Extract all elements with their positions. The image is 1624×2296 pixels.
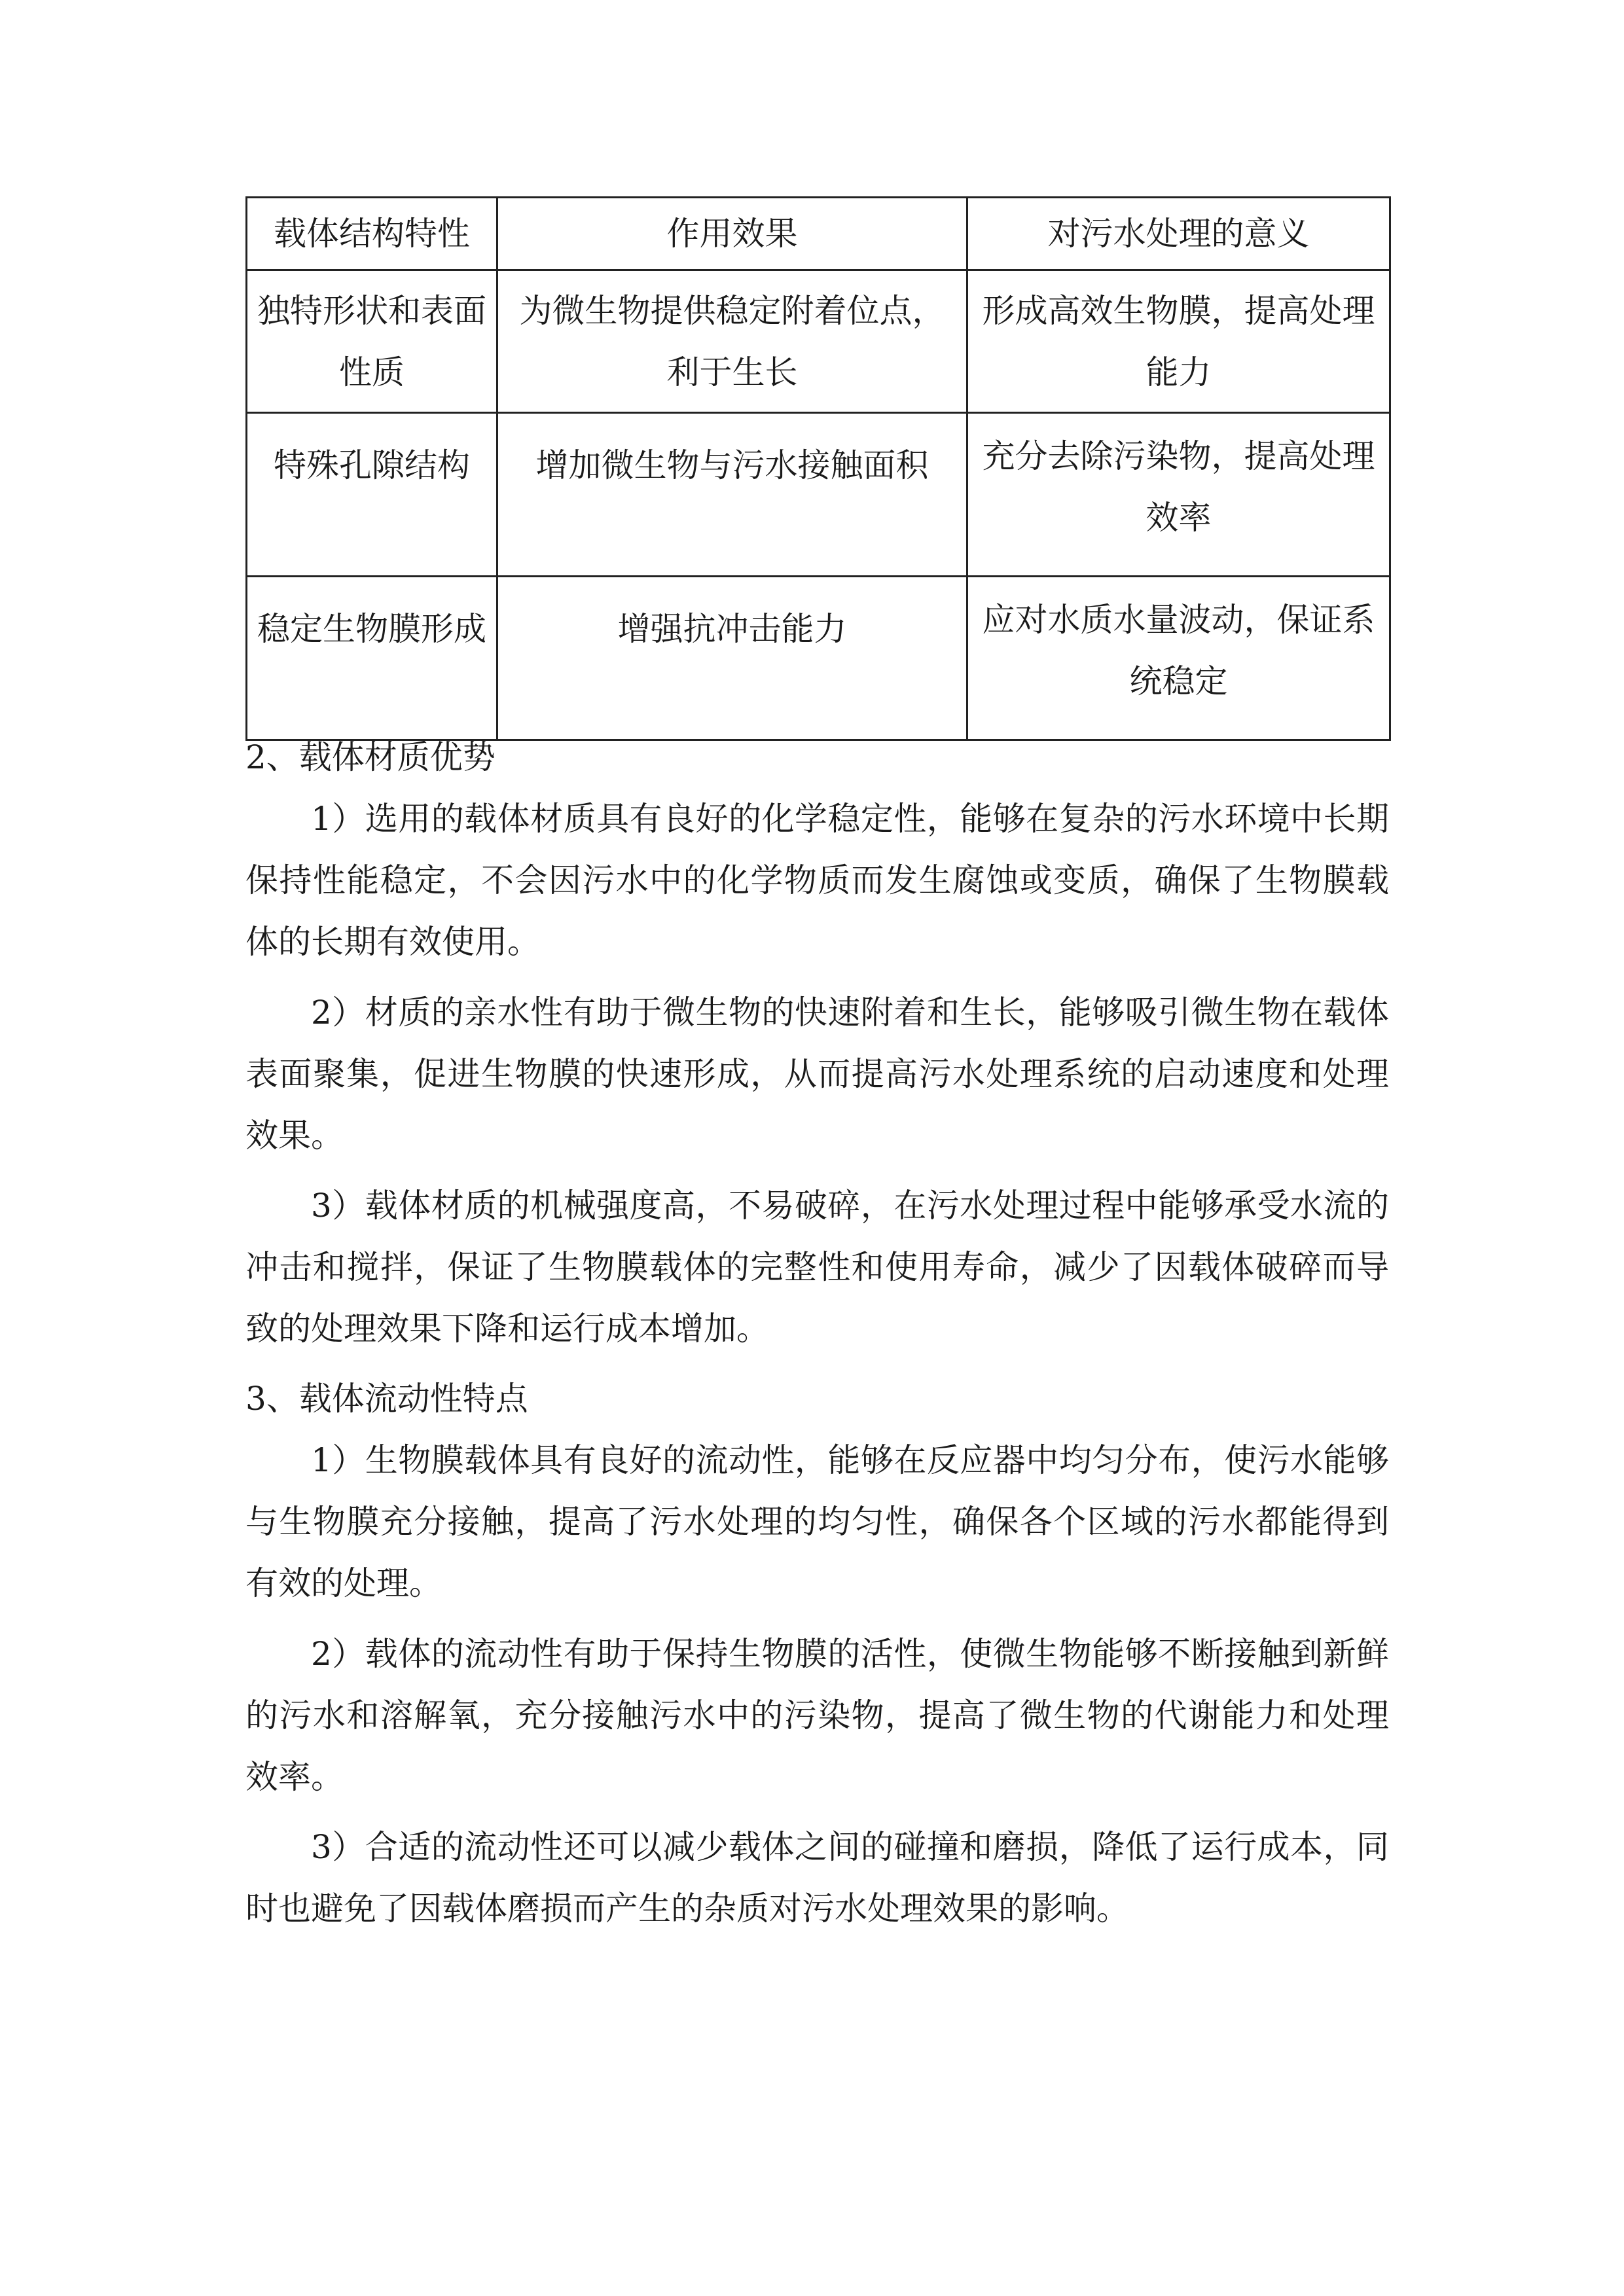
paragraph-block — [245, 1623, 1389, 1808]
paragraph: 2）材质的亲水性有助于微生物的快速附着和生长，能够吸引微生物在载体表面聚集，促进生物膜的快速形成，从而提高污水处理系统的启动速度和处理效果。 — [245, 994, 1389, 1155]
paragraph: 1）选用的载体材质具有良好的化学稳定性，能够在复杂的污水环境中长期保持性能稳定，不会因污水中的化学物质而发生腐蚀或变质，确保了生物膜载体的长期有效使用。 — [245, 800, 1389, 961]
table-cell: 独特形状和表面性质 — [247, 270, 497, 413]
table-header-row — [247, 198, 1390, 270]
table-row — [247, 413, 1390, 577]
table-row — [247, 577, 1390, 740]
table-cell: 增强抗冲击能力 — [497, 577, 967, 740]
table-cell: 稳定生物膜形成 — [247, 577, 497, 740]
carrier-properties-table — [245, 196, 1391, 741]
table-header-cell: 作用效果 — [497, 198, 967, 270]
table-row — [247, 270, 1390, 413]
paragraph-block — [245, 1816, 1389, 1939]
table-cell: 形成高效生物膜，提高处理能力 — [967, 270, 1390, 413]
paragraph: 3）合适的流动性还可以减少载体之间的碰撞和磨损，降低了运行成本，同时也避免了因载体磨损而产生的杂质对污水处理效果的影响。 — [245, 1828, 1389, 1928]
paragraph: 3）载体材质的机械强度高，不易破碎，在污水处理过程中能够承受水流的冲击和搅拌，保证了生物膜载体的完整性和使用寿命，减少了因载体破碎而导致的处理效果下降和运行成本增加。 — [245, 1187, 1389, 1348]
paragraph-block — [245, 982, 1389, 1166]
table-header-cell: 对污水处理的意义 — [967, 198, 1390, 270]
table-cell: 应对水质水量波动，保证系统稳定 — [967, 577, 1390, 740]
section-heading: 2、载体材质优势 — [245, 738, 496, 776]
table-cell: 增加微生物与污水接触面积 — [497, 413, 967, 577]
table-header-cell: 载体结构特性 — [247, 198, 497, 270]
section-material-advantages — [245, 726, 1389, 973]
paragraph: 1）生物膜载体具有良好的流动性，能够在反应器中均匀分布，使污水能够与生物膜充分接触，提高了污水处理的均匀性，确保各个区域的污水都能得到有效的处理。 — [245, 1441, 1389, 1602]
section-heading: 3、载体流动性特点 — [245, 1380, 528, 1418]
section-fluidity-features — [245, 1368, 1389, 1614]
table-cell: 为微生物提供稳定附着位点，利于生长 — [497, 270, 967, 413]
paragraph-block — [245, 1175, 1389, 1359]
table-cell: 充分去除污染物，提高处理效率 — [967, 413, 1390, 577]
table-cell: 特殊孔隙结构 — [247, 413, 497, 577]
paragraph: 2）载体的流动性有助于保持生物膜的活性，使微生物能够不断接触到新鲜的污水和溶解氧，充分接触污水中的污染物，提高了微生物的代谢能力和处理效率。 — [245, 1635, 1389, 1796]
